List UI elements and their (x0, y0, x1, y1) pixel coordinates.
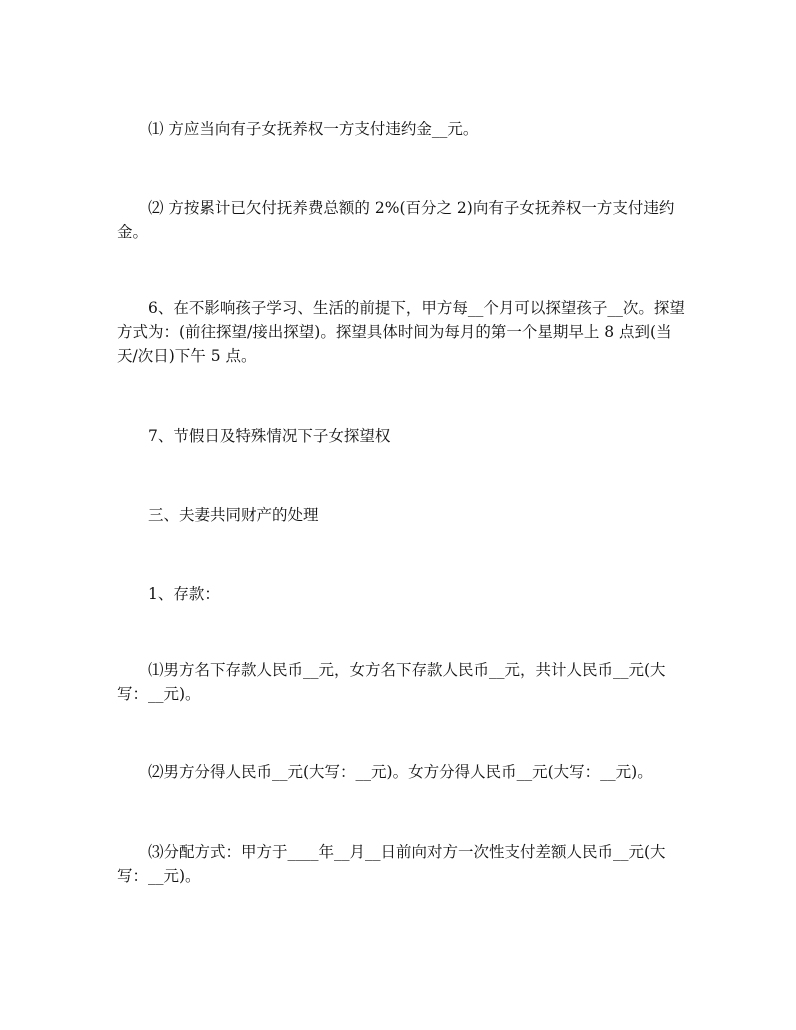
clause-deposit-division: ⑵男方分得人民币__元(大写：__元)。女方分得人民币__元(大写：__元)。 (148, 763, 653, 781)
clause-visitation: 6、在不影响孩子学习、生活的前提下，甲方每__个月可以探望孩子__次。探望方式为：(前往探望/接出探望)。探望具体时间为每月的第一个星期早上 8 点到(当天/次日)下午 5 点。 (117, 299, 685, 365)
clause-deposit-amounts: ⑴男方名下存款人民币__元，女方名下存款人民币__元，共计人民币__元(大写：__元)。 (117, 661, 666, 703)
section-heading-property: 三、夫妻共同财产的处理 (148, 506, 319, 524)
clause-payment-method: ⑶分配方式：甲方于____年__月__日前向对方一次性支付差额人民币__元(大写：__元)。 (117, 843, 666, 885)
clause-penalty-1: ⑴ 方应当向有子女抚养权一方支付违约金__元。 (148, 120, 479, 138)
clause-holiday-visitation: 7、节假日及特殊情况下子女探望权 (148, 427, 391, 445)
subsection-deposits: 1、存款： (148, 585, 220, 603)
clause-penalty-2: ⑵ 方按累计已欠付抚养费总额的 2%(百分之 2)向有子女抚养权一方支付违约金。 (117, 199, 675, 241)
